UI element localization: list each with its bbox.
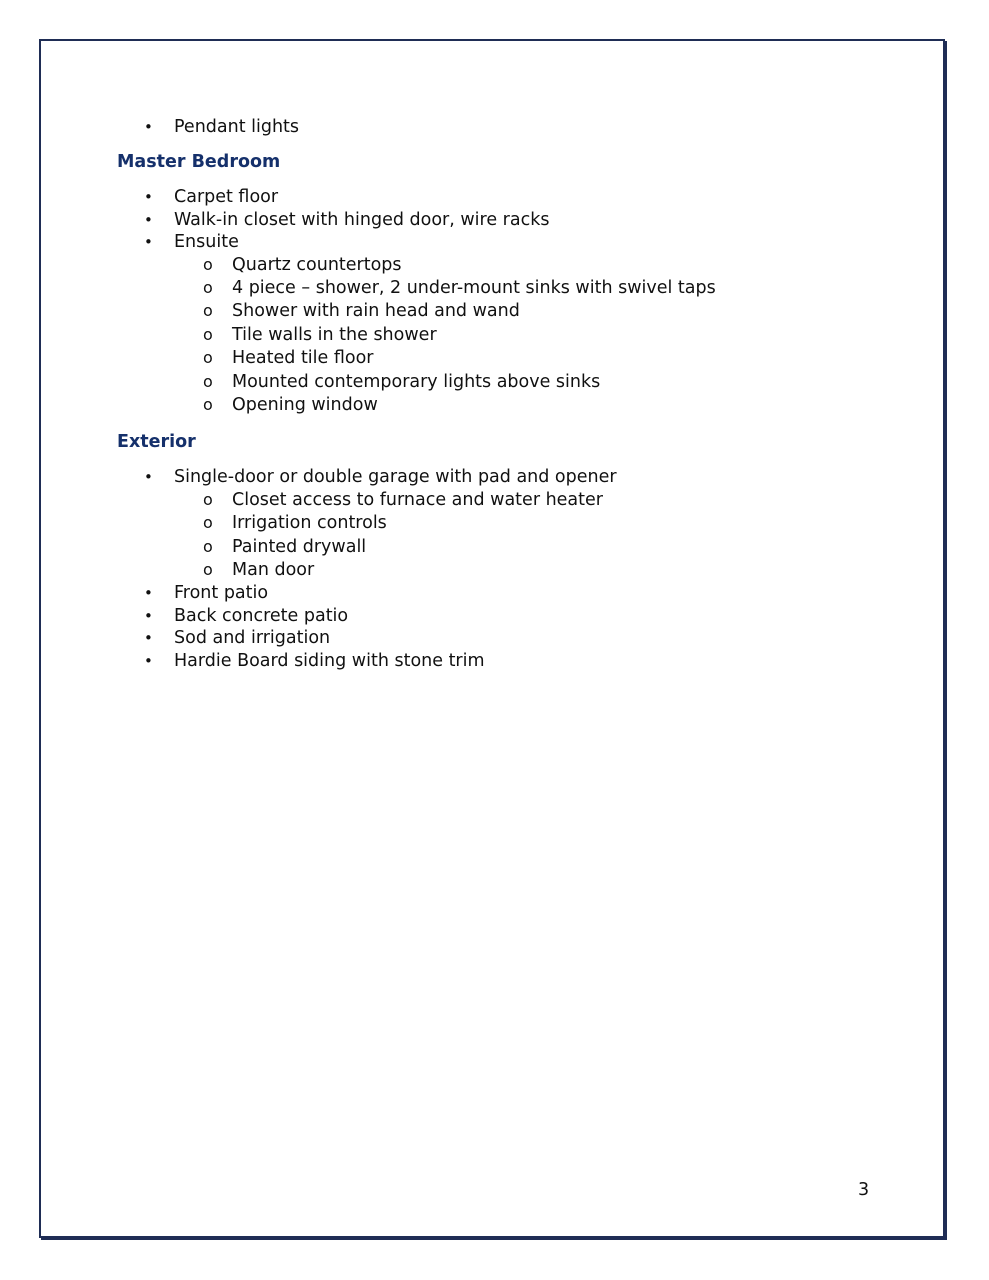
list-item: Walk-in closet with hinged door, wire racks xyxy=(174,210,550,230)
sub-bullet-icon: o xyxy=(203,301,213,320)
bullet-icon: • xyxy=(144,468,153,486)
sub-list-item: Closet access to furnace and water heater xyxy=(232,490,603,510)
bullet-icon: • xyxy=(144,629,153,647)
sub-bullet-icon: o xyxy=(203,395,213,414)
bullet-icon: • xyxy=(144,233,153,251)
sub-bullet-icon: o xyxy=(203,255,213,274)
sub-list-item: Quartz countertops xyxy=(232,255,402,275)
sub-list-item: Heated tile floor xyxy=(232,348,374,368)
page-number: 3 xyxy=(858,1180,870,1200)
list-item: Hardie Board siding with stone trim xyxy=(174,651,485,671)
sub-bullet-icon: o xyxy=(203,325,213,344)
list-item: Sod and irrigation xyxy=(174,628,331,648)
sub-list-item: Mounted contemporary lights above sinks xyxy=(232,372,601,392)
list-item: Back concrete patio xyxy=(174,606,349,626)
sub-list-item: Shower with rain head and wand xyxy=(232,301,520,321)
sub-list-item: Man door xyxy=(232,560,315,580)
bullet-icon: • xyxy=(144,118,153,136)
section-heading-exterior: Exterior xyxy=(117,432,196,452)
sub-bullet-icon: o xyxy=(203,348,213,367)
bullet-icon: • xyxy=(144,652,153,670)
sub-list-item: Opening window xyxy=(232,395,378,415)
bullet-icon: • xyxy=(144,211,153,229)
section-heading-master-bedroom: Master Bedroom xyxy=(117,152,281,172)
list-item: Pendant lights xyxy=(174,117,300,137)
sub-list-item: 4 piece – shower, 2 under-mount sinks with swivel taps xyxy=(232,278,716,298)
list-item: Single-door or double garage with pad and opener xyxy=(174,467,617,487)
bullet-icon: • xyxy=(144,607,153,625)
list-item: Ensuite xyxy=(174,232,239,252)
sub-list-item: Tile walls in the shower xyxy=(232,325,437,345)
sub-bullet-icon: o xyxy=(203,513,213,532)
list-item: Carpet floor xyxy=(174,187,279,207)
bullet-icon: • xyxy=(144,188,153,206)
sub-bullet-icon: o xyxy=(203,372,213,391)
bullet-icon: • xyxy=(144,584,153,602)
sub-bullet-icon: o xyxy=(203,560,213,579)
sub-list-item: Painted drywall xyxy=(232,537,367,557)
sub-list-item: Irrigation controls xyxy=(232,513,387,533)
sub-bullet-icon: o xyxy=(203,537,213,556)
sub-bullet-icon: o xyxy=(203,490,213,509)
list-item: Front patio xyxy=(174,583,269,603)
sub-bullet-icon: o xyxy=(203,278,213,297)
